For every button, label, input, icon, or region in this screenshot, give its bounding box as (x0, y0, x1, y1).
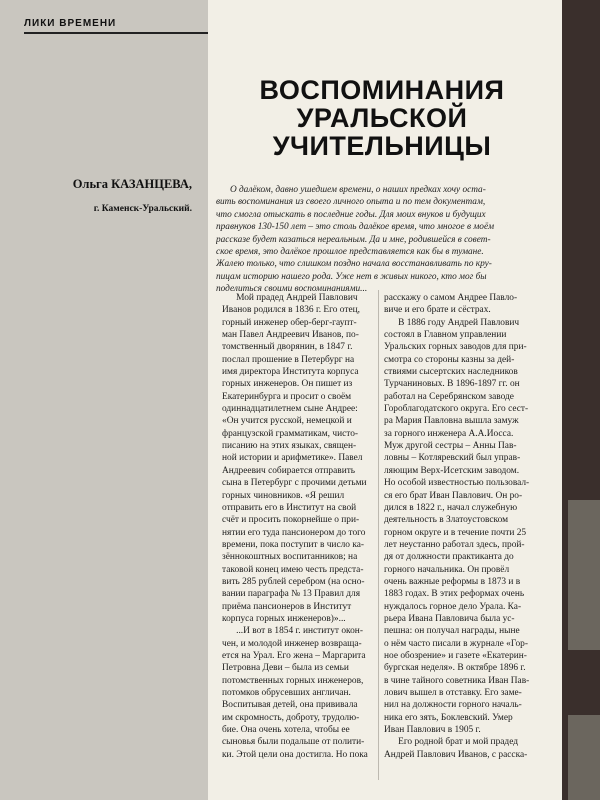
text-line: времени, пока поступит в число ка- (222, 539, 365, 550)
title-line: УРАЛЬСКОЙ (296, 103, 468, 133)
text-line: дя от должности практиканта до (384, 552, 514, 563)
text-line: потомственных горных инженеров, (222, 675, 364, 686)
text-line: ствиями сысертских наследников (384, 367, 518, 378)
text-line: Петровна Деви – была из семьи (222, 663, 349, 674)
text-line: Мой прадед Андрей Павлович (236, 293, 358, 303)
text-line: сыновья были подальше от полити- (222, 737, 365, 748)
text-line: зённокоштных воспитанников; на (222, 552, 358, 563)
text-line: потомков обрусевших англичан. (222, 688, 351, 698)
text-line: Муж другой сестры – Анны Пав- (384, 441, 517, 452)
text-line: горного начальника. Он провёл (384, 564, 510, 575)
next-page-photo (568, 715, 600, 800)
text-line: бие. Она очень хотела, чтобы ее (222, 725, 350, 736)
rubric-underline (24, 32, 208, 34)
epigraph-line: правнуков 130-150 лет – это столь далёкое время, что многое в моём (216, 222, 495, 233)
text-line: Гороблагодатского округа. Его сест- (384, 404, 529, 415)
text-line: им скромность, доброту, трудолю- (222, 712, 360, 723)
text-line: сына в Петербург с прочими детьми (222, 478, 367, 489)
text-line: ное обозрение» и газете «Екатерин- (384, 650, 527, 661)
text-line: бургская неделя». В октябре 1896 г. (384, 663, 526, 674)
text-line: нил на должности горного началь- (384, 700, 522, 711)
text-line: ман Павел Андреевич Иванов, по- (222, 330, 359, 341)
text-column-2 (384, 292, 556, 761)
text-line: вании параграфа № 13 Правил для (222, 589, 361, 600)
text-line: французской грамматикам, чисто- (222, 428, 359, 439)
text-line: таковой конец имею честь предста- (222, 564, 364, 575)
next-page-edge (562, 0, 600, 800)
text-line: Его родной брат и мой прадед (398, 737, 519, 748)
text-line: смотра со стороны казны за дей- (384, 354, 515, 365)
text-line: расскажу о самом Андрее Павло- (384, 293, 518, 303)
text-line: Иван Павлович в 1905 г. (384, 725, 481, 736)
text-line: очень важные реформы в 1873 и в (384, 576, 521, 587)
text-line: Но особой известностью пользовал- (384, 478, 530, 489)
text-line: горный инженер обер-берг-гаупт- (222, 317, 357, 328)
title-line: ВОСПОМИНАНИЯ (259, 75, 505, 105)
text-line: горных чиновников. «Я решил (222, 490, 345, 501)
text-line: деятельность в Златоустовском (384, 515, 509, 526)
epigraph-line: вить воспоминания из своего личного опыта и по тем документам, (216, 197, 486, 208)
text-line: Иванов родился в 1836 г. Его отец, (222, 305, 360, 316)
epigraph-line: поделиться своими воспоминаниями... (216, 284, 368, 295)
text-column-1 (222, 292, 382, 761)
epigraph-line: ское время, это далёкое прошлое представляется как бы в тумане. (216, 247, 484, 258)
text-line: горном округе и в течение почти 25 (384, 527, 527, 538)
next-page-photo (568, 500, 600, 650)
section-rubric: ЛИКИ ВРЕМЕНИ (24, 18, 117, 29)
epigraph-line: пицам историю нашего рода. Уже нет в живых никого, кто мог бы (216, 271, 487, 282)
text-line: В 1886 году Андрей Павлович (398, 317, 520, 328)
text-line: состоял в Главном управлении (384, 330, 507, 341)
text-line: о нём часто писали в журнале «Гор- (384, 638, 528, 649)
text-line: ловны – Котляревский был управ- (384, 453, 521, 464)
text-line: одиннадцатилетнем сыне Андрее: (222, 404, 358, 415)
text-line: лович вышел в отставку. Его заме- (384, 688, 522, 698)
text-line: 1883 годах. В этих реформах очень (384, 589, 525, 600)
text-line: вить 285 рублей серебром (на осно- (222, 576, 365, 587)
article-title (222, 76, 542, 160)
text-line: имя директора Института корпуса (222, 367, 359, 378)
title-line: УЧИТЕЛЬНИЦЫ (272, 131, 492, 161)
text-line: ся его брат Иван Павлович. Он ро- (384, 490, 523, 501)
text-line: Воспитывая детей, она прививала (222, 700, 358, 711)
text-line: ляющим Верх-Исетским заводом. (384, 465, 520, 476)
text-line: ется на Урал. Его жена – Маргарита (222, 650, 366, 661)
epigraph (216, 184, 548, 296)
text-line: работал на Серебрянском заводе (384, 391, 514, 402)
text-line: «Он учится русской, немецкой и (222, 416, 352, 427)
author-city: г. Каменск-Уральский. (93, 204, 192, 214)
epigraph-line: О далёком, давно ушедшем времени, о наших предках хочу оста- (229, 185, 486, 195)
text-line: рьера Ивана Павловича была ус- (384, 613, 515, 624)
text-line: ...И вот в 1854 г. институт окон- (236, 626, 363, 637)
text-line: горных инженеров. Он пишет из (222, 379, 353, 390)
text-line: корпуса горных инженеров)»... (222, 613, 346, 624)
text-line: лет неустанно работал здесь, прой- (384, 539, 525, 550)
text-line: счёт и просить покорнейше о при- (222, 515, 360, 526)
text-line: ной истории и арифметике». Павел (222, 453, 363, 464)
text-line: Уральских горных заводов для при- (384, 342, 527, 353)
epigraph-line: что смогла отыскать в последние годы. Для моих внуков и будущих (216, 209, 486, 220)
text-line: пешна: он получал награды, ныне (384, 626, 520, 637)
epigraph-line: Жалею только, что слишком поздно начала восстанавливать по кру- (216, 259, 492, 270)
text-line: нятии его туда пансионером до того (222, 527, 366, 538)
text-line: приёма пансионеров в Институт (222, 601, 352, 612)
text-line: ра Мария Павловна вышла замуж (384, 416, 519, 427)
text-line: нуждалось горное дело Урала. Ка- (384, 601, 522, 612)
text-line: за горного инженера А.А.Иосса. (384, 428, 514, 439)
text-line: Турчаниновых. В 1896-1897 гг. он (384, 379, 520, 390)
text-line: дился в 1822 г., начал служебную (384, 502, 518, 513)
text-line: ника его зять, Боклевский. Умер (384, 712, 513, 723)
text-line: ки. Этой цели она достигла. Но пока (222, 749, 368, 760)
text-line: томственный дворянин, в 1847 г. (222, 342, 353, 353)
text-line: послал прошение в Петербург на (222, 354, 355, 365)
text-line: чен, и молодой инженер возвраща- (222, 638, 362, 649)
author-name: Ольга КАЗАНЦЕВА, (72, 177, 192, 191)
text-line: в чине тайного советника Иван Пав- (384, 675, 530, 686)
text-line: Андреевич собирается отправить (222, 465, 356, 476)
text-line: писанию на этих языках, священ- (222, 441, 357, 452)
epigraph-line: рассказе будет казаться нереальным. Да и мне, родившейся в совет- (216, 234, 491, 245)
text-line: Андрей Павлович Иванов, с расска- (384, 749, 528, 760)
left-margin-band (0, 0, 208, 800)
text-line: отправить его в Институт на свой (222, 502, 357, 513)
text-line: виче и его брате и сёстрах. (384, 305, 491, 316)
text-line: Екатеринбурга и просит о своём (222, 391, 352, 402)
